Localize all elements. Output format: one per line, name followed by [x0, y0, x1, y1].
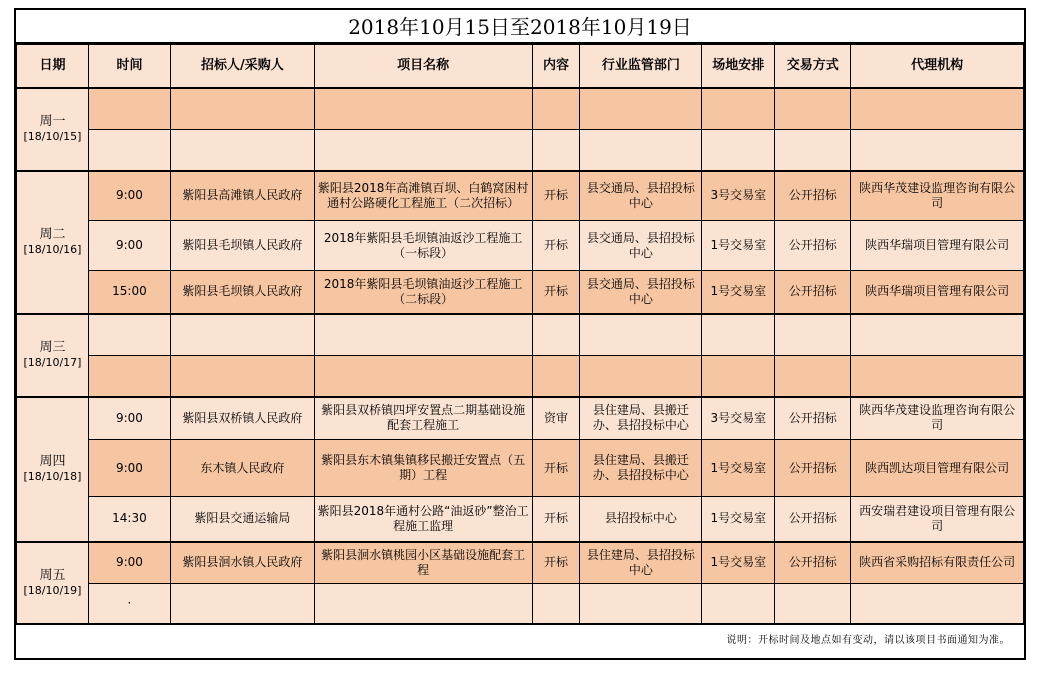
cell-venue: [702, 88, 775, 130]
cell-agency: [851, 130, 1024, 171]
schedule-body: [17, 88, 1024, 624]
cell-time: 9:00: [88, 221, 170, 271]
cell-method: [775, 584, 851, 624]
cell-dept: 县交通局、县招投标中心: [580, 221, 702, 271]
cell-content: [532, 314, 580, 356]
cell-time: ·: [88, 584, 170, 624]
cell-project-name: [314, 130, 532, 171]
cell-venue: [702, 584, 775, 624]
cell-dept: [580, 584, 702, 624]
cell-agency: 陕西华茂建设监理咨询有限公司: [851, 397, 1024, 440]
cell-agency: 陕西华瑞项目管理有限公司: [851, 221, 1024, 271]
cell-agency: 西安瑞君建设项目管理有限公司: [851, 497, 1024, 542]
header-date: 日期: [17, 45, 89, 88]
header-owner: 招标人/采购人: [170, 45, 314, 88]
cell-method: [775, 314, 851, 356]
cell-content: 资审: [532, 397, 580, 440]
table-row: [17, 497, 1024, 542]
cell-venue: 1号交易室: [702, 542, 775, 584]
cell-dept: 县交通局、县招投标中心: [580, 171, 702, 221]
cell-owner: 东木镇人民政府: [170, 440, 314, 497]
cell-agency: [851, 88, 1024, 130]
cell-content: 开标: [532, 497, 580, 542]
cell-project-name: 2018年紫阳县毛坝镇油返沙工程施工（一标段）: [314, 221, 532, 271]
cell-time: 9:00: [88, 171, 170, 221]
header-method: 交易方式: [775, 45, 851, 88]
table-row: [17, 271, 1024, 314]
cell-owner: 紫阳县双桥镇人民政府: [170, 397, 314, 440]
cell-project-name: [314, 314, 532, 356]
cell-time: [88, 314, 170, 356]
cell-content: 开标: [532, 542, 580, 584]
cell-content: [532, 88, 580, 130]
cell-project-name: 2018年紫阳县毛坝镇油返沙工程施工（二标段）: [314, 271, 532, 314]
day-cell: [17, 171, 89, 314]
cell-dept: 县住建局、县招投标中心: [580, 542, 702, 584]
header-agency: 代理机构: [851, 45, 1024, 88]
cell-dept: 县招投标中心: [580, 497, 702, 542]
day-date: [18/10/17]: [23, 356, 82, 369]
cell-owner: [170, 584, 314, 624]
day-cell: [17, 314, 89, 397]
cell-venue: 3号交易室: [702, 171, 775, 221]
cell-venue: 1号交易室: [702, 440, 775, 497]
cell-method: [775, 88, 851, 130]
cell-owner: 紫阳县交通运输局: [170, 497, 314, 542]
cell-dept: [580, 314, 702, 356]
header-dept: 行业监管部门: [580, 45, 702, 88]
cell-venue: [702, 356, 775, 397]
header-project: 项目名称: [314, 45, 532, 88]
cell-agency: 陕西凯达项目管理有限公司: [851, 440, 1024, 497]
cell-project-name: [314, 356, 532, 397]
cell-content: [532, 584, 580, 624]
cell-owner: 紫阳县毛坝镇人民政府: [170, 221, 314, 271]
day-date: [18/10/18]: [23, 470, 82, 483]
cell-venue: 1号交易室: [702, 221, 775, 271]
cell-project-name: 紫阳县洄水镇桃园小区基础设施配套工程: [314, 542, 532, 584]
page-title: 2018年10月15日至2018年10月19日: [16, 10, 1024, 44]
day-date: [18/10/16]: [23, 243, 82, 256]
table-row: [17, 221, 1024, 271]
header-time: 时间: [88, 45, 170, 88]
cell-owner: 紫阳县毛坝镇人民政府: [170, 271, 314, 314]
cell-method: 公开招标: [775, 271, 851, 314]
cell-method: 公开招标: [775, 497, 851, 542]
day-name: 周四: [39, 454, 66, 469]
cell-owner: 紫阳县洄水镇人民政府: [170, 542, 314, 584]
day-cell: [17, 397, 89, 542]
schedule-sheet: [14, 8, 1026, 660]
cell-project-name: 紫阳县2018年通村公路“油返砂”整治工程施工监理: [314, 497, 532, 542]
day-name: 周三: [39, 340, 66, 355]
table-row: [17, 584, 1024, 624]
header-content: 内容: [532, 45, 580, 88]
cell-dept: [580, 88, 702, 130]
schedule-table: [16, 44, 1024, 625]
table-row: [17, 88, 1024, 130]
cell-dept: [580, 130, 702, 171]
cell-agency: 陕西华瑞项目管理有限公司: [851, 271, 1024, 314]
table-row: [17, 440, 1024, 497]
cell-agency: 陕西省采购招标有限责任公司: [851, 542, 1024, 584]
table-row: [17, 542, 1024, 584]
header-row: [17, 45, 1024, 88]
cell-method: 公开招标: [775, 171, 851, 221]
table-row: [17, 356, 1024, 397]
cell-dept: 县住建局、县搬迁办、县招投标中心: [580, 397, 702, 440]
cell-time: 15:00: [88, 271, 170, 314]
cell-method: 公开招标: [775, 440, 851, 497]
cell-content: 开标: [532, 221, 580, 271]
cell-time: 14:30: [88, 497, 170, 542]
day-name: 周一: [39, 114, 66, 129]
cell-time: [88, 130, 170, 171]
cell-owner: [170, 88, 314, 130]
cell-project-name: [314, 88, 532, 130]
table-row: [17, 314, 1024, 356]
table-row: [17, 397, 1024, 440]
cell-project-name: [314, 584, 532, 624]
cell-owner: [170, 314, 314, 356]
cell-agency: [851, 356, 1024, 397]
cell-time: [88, 88, 170, 130]
cell-dept: [580, 356, 702, 397]
cell-venue: 1号交易室: [702, 271, 775, 314]
day-name: 周二: [39, 227, 66, 242]
header-venue: 场地安排: [702, 45, 775, 88]
cell-project-name: 紫阳县2018年高滩镇百坝、白鹤窝困村通村公路硬化工程施工（二次招标）: [314, 171, 532, 221]
cell-method: 公开招标: [775, 397, 851, 440]
cell-venue: 3号交易室: [702, 397, 775, 440]
cell-venue: [702, 130, 775, 171]
cell-method: [775, 356, 851, 397]
table-row: [17, 171, 1024, 221]
cell-method: 公开招标: [775, 221, 851, 271]
cell-content: [532, 130, 580, 171]
cell-content: [532, 356, 580, 397]
cell-agency: [851, 314, 1024, 356]
cell-project-name: 紫阳县东木镇集镇移民搬迁安置点（五期）工程: [314, 440, 532, 497]
cell-venue: [702, 314, 775, 356]
cell-time: [88, 356, 170, 397]
day-cell: [17, 88, 89, 171]
cell-time: 9:00: [88, 397, 170, 440]
cell-owner: 紫阳县高滩镇人民政府: [170, 171, 314, 221]
cell-venue: 1号交易室: [702, 497, 775, 542]
cell-time: 9:00: [88, 440, 170, 497]
day-date: [18/10/19]: [23, 583, 82, 597]
footer-note: 说明：开标时间及地点如有变动，请以该项目书面通知为准。: [726, 635, 1010, 646]
cell-method: 公开招标: [775, 542, 851, 584]
cell-agency: 陕西华茂建设监理咨询有限公司: [851, 171, 1024, 221]
day-name: 周五: [39, 567, 66, 583]
cell-content: 开标: [532, 440, 580, 497]
table-row: [17, 130, 1024, 171]
cell-time: 9:00: [88, 542, 170, 584]
cell-content: 开标: [532, 271, 580, 314]
day-date: [18/10/15]: [23, 130, 82, 143]
cell-agency: [851, 584, 1024, 624]
cell-dept: 县住建局、县搬迁办、县招投标中心: [580, 440, 702, 497]
day-cell: [17, 542, 89, 624]
cell-dept: 县交通局、县招投标中心: [580, 271, 702, 314]
cell-owner: [170, 356, 314, 397]
cell-project-name: 紫阳县双桥镇四坪安置点二期基础设施配套工程施工: [314, 397, 532, 440]
cell-owner: [170, 130, 314, 171]
cell-content: 开标: [532, 171, 580, 221]
cell-method: [775, 130, 851, 171]
